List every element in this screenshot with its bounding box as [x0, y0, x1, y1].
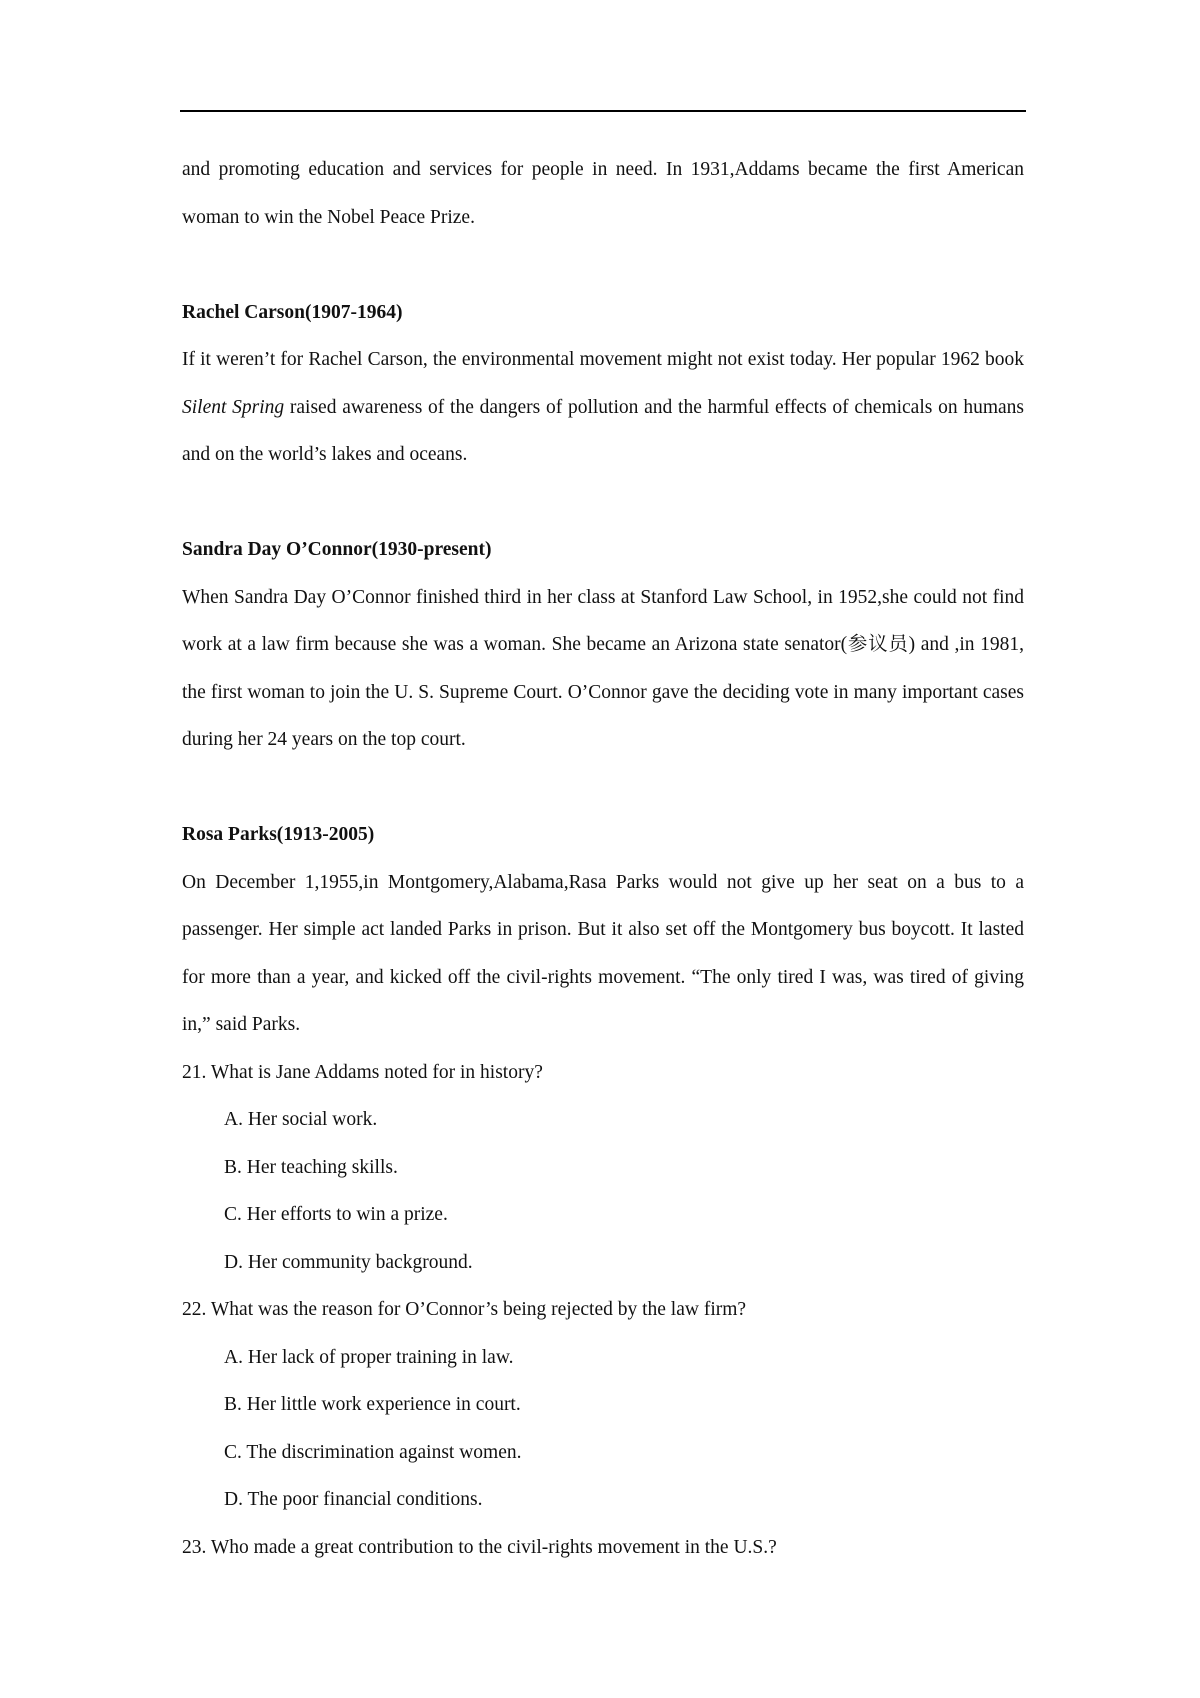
section-gap	[182, 479, 1024, 527]
carson-body-end: raised awareness of the dangers of pollution and the harmful effects of chemicals on humans and on the world’s lakes and oceans.	[182, 396, 1024, 465]
section-body-parks: On December 1,1955,in Montgomery,Alabama,Rasa Parks would not give up her seat on a bus to a passenger. Her simple act landed Parks in prison. But it also set off the Montgomery bus boycott. It lasted for more than a year, and kicked off the civil-rights movement. “The only tired I was, was tired of giving in,” said Parks.	[182, 871, 1024, 1035]
section-heading-oconnor: Sandra Day O’Connor(1930-present)	[182, 539, 492, 560]
question-22-option-d: D. The poor financial conditions.	[224, 1489, 483, 1510]
question-21-option-a: A. Her social work.	[224, 1109, 378, 1130]
section-heading-carson: Rachel Carson(1907-1964)	[182, 301, 403, 323]
section-heading-parks: Rosa Parks(1913-2005)	[182, 824, 375, 845]
question-21-option-b: B. Her teaching skills.	[224, 1156, 398, 1178]
question-22-option-a: A. Her lack of proper training in law.	[224, 1346, 514, 1368]
carson-body-start: If it weren’t for Rachel Carson, the environmental movement might not exist today. Her popular 1962 book	[182, 349, 1024, 370]
intro-paragraph: and promoting education and services for people in need. In 1931,Addams became the first American woman to win the Nobel Peace Prize.	[182, 159, 1024, 228]
question-22-option-c: C. The discrimination against women.	[224, 1441, 522, 1463]
question-22: 22. What was the reason for O’Connor’s being rejected by the law firm?	[182, 1299, 747, 1320]
question-21-option-d: D. Her community background.	[224, 1251, 473, 1273]
section-body-carson	[182, 336, 1024, 479]
book-title-silent-spring: Silent Spring	[182, 396, 285, 418]
question-23: 23. Who made a great contribution to the civil-rights movement in the U.S.?	[182, 1536, 777, 1558]
question-21: 21. What is Jane Addams noted for in history?	[182, 1061, 543, 1083]
document-content	[182, 146, 1024, 1571]
section-gap	[182, 764, 1024, 812]
header-rule	[180, 110, 1026, 112]
section-body-oconnor: When Sandra Day O’Connor finished third in her class at Stanford Law School, in 1952,she could not find work at a law firm because she was a woman. She became an Arizona state senator(参议员) and ,in 1981, the first woman to join the U. S. Supreme Court. O’Connor gave the deciding vote in many important cases during her 24 years on the top court.	[182, 586, 1024, 750]
section-gap	[182, 241, 1024, 289]
question-21-option-c: C. Her efforts to win a prize.	[224, 1204, 448, 1225]
question-22-option-b: B. Her little work experience in court.	[224, 1394, 521, 1415]
